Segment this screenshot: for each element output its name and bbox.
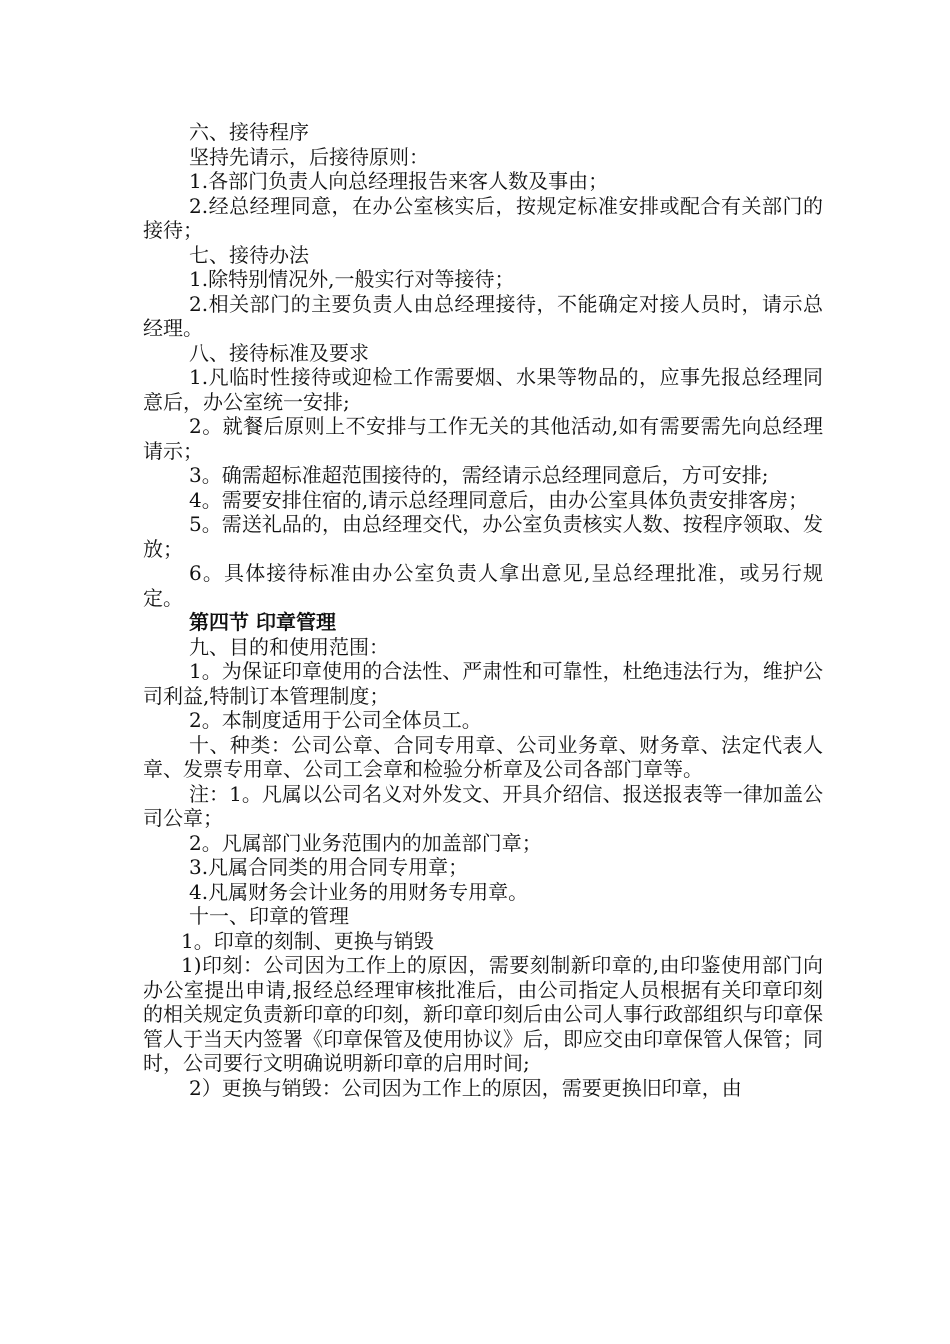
heading-reception-method: 七、接待办法	[189, 242, 309, 267]
paragraph-note: 注：1。凡属以公司名义对外发文、开具介绍信、报送报表等一律加盖公司公章；	[143, 781, 823, 830]
paragraph-item: 1.各部门负责人向总经理报告来客人数及事由；	[189, 169, 609, 193]
paragraph-item: 2.相关部门的主要负责人由总经理接待，不能确定对接人员时，请示总经理。	[143, 291, 823, 340]
paragraph-seal-types: 十、种类：公司公章、合同专用章、公司业务章、财务章、法定代表人章、发票专用章、公司工会章和检验分析章及公司各部门章等。	[143, 732, 823, 781]
paragraph-item: 4。需要安排住宿的,请示总经理同意后，由办公室具体负责安排客房；	[189, 487, 809, 512]
paragraph-item: 2。本制度适用于公司全体员工。	[189, 708, 482, 732]
section-title-seal-management: 第四节 印章管理	[189, 610, 336, 634]
paragraph-replacement: 2）更换与销毁：公司因为工作上的原因，需要更换旧印章，由	[189, 1075, 742, 1100]
document-page	[143, 120, 823, 1100]
paragraph-item: 1.凡临时性接待或迎检工作需要烟、水果等物品的，应事先报总经理同意后，办公室统一安排;	[143, 365, 823, 414]
paragraph-subheading: 1。印章的刻制、更换与销毁	[181, 928, 434, 953]
paragraph-item: 5。需送礼品的，由总经理交代，办公室负责核实人数、按程序领取、发放；	[143, 512, 823, 561]
heading-reception-procedure: 六、接待程序	[189, 120, 309, 144]
paragraph-engraving: 1)印刻：公司因为工作上的原因，需要刻制新印章的,由印鉴使用部门向办公室提出申请,报经总经理审核批准后，由公司指定人员根据有关印章印刻的相关规定负责新印章的印刻，新印章印刻后由公司人事行政部组织与印章保管人于当天内签署《印章保管及使用协议》后，即应交由印章保管人保管；同时，公司要行文明确说明新印章的启用时间;	[143, 953, 823, 1075]
heading-reception-standards: 八、接待标准及要求	[189, 340, 369, 365]
paragraph-principle: 坚持先请示，后接待原则：	[189, 144, 429, 169]
paragraph-item: 2.经总经理同意，在办公室核实后，按规定标准安排或配合有关部门的接待；	[143, 193, 823, 242]
paragraph-item: 3.凡属合同类的用合同专用章；	[189, 855, 469, 879]
paragraph-item: 1。为保证印章使用的合法性、严肃性和可靠性，杜绝违法行为，维护公司利益,特制订本管理制度；	[143, 659, 823, 708]
paragraph-item: 2。就餐后原则上不安排与工作无关的其他活动,如有需要需先向总经理请示；	[143, 414, 823, 463]
paragraph-item: 1.除特别情况外,一般实行对等接待；	[189, 267, 515, 291]
paragraph-item: 4.凡属财务会计业务的用财务专用章。	[189, 879, 529, 904]
heading-seal-management: 十一、印章的管理	[189, 904, 349, 928]
paragraph-item: 2。凡属部门业务范围内的加盖部门章；	[189, 830, 542, 855]
paragraph-item: 3。确需超标准超范围接待的，需经请示总经理同意后，方可安排;	[189, 463, 769, 487]
paragraph-item: 6。具体接待标准由办公室负责人拿出意见,呈总经理批准，或另行规定。	[143, 561, 823, 610]
heading-purpose-scope: 九、目的和使用范围：	[189, 634, 389, 659]
